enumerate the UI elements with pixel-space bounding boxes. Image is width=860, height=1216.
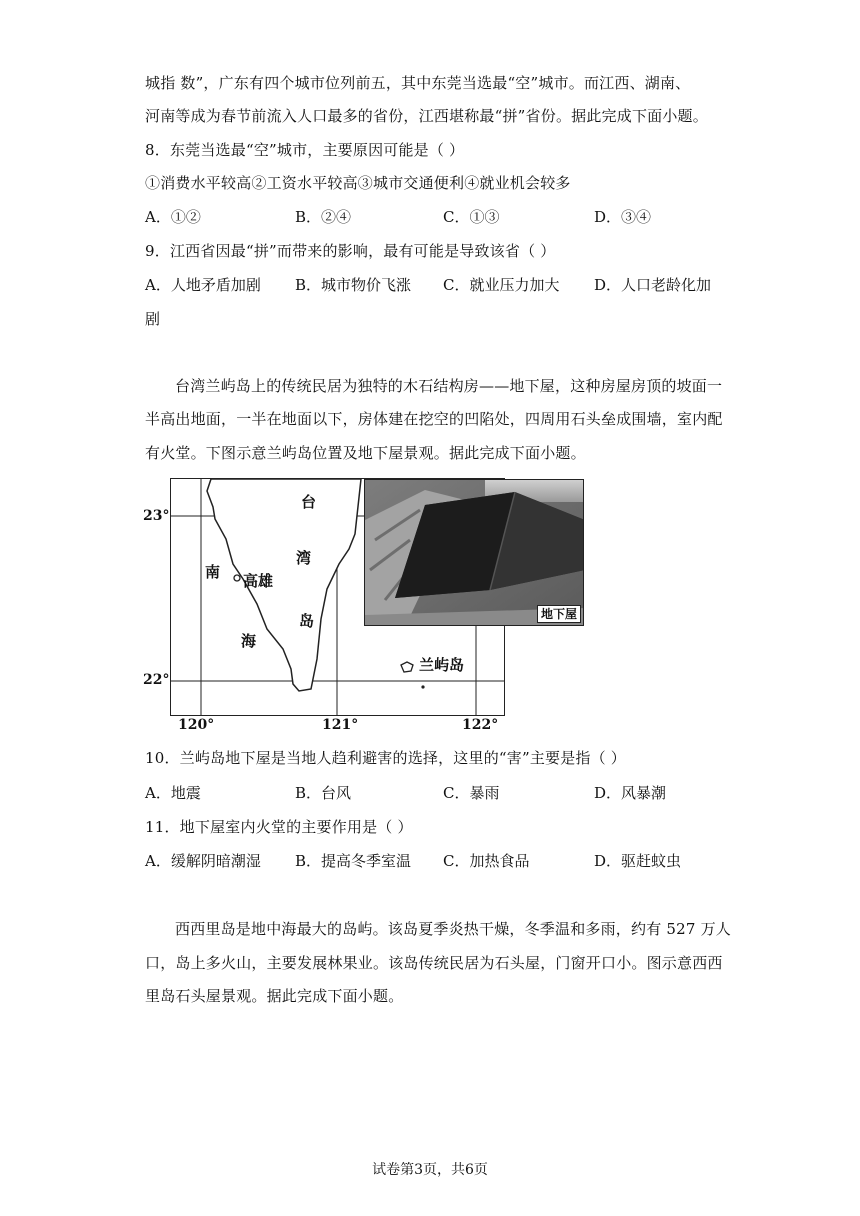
q8-option-c[interactable]: C．①③ [443,208,500,226]
q11-stem: 11．地下屋室内火堂的主要作用是（ ） [145,818,413,836]
passage2-line-1: 台湾兰屿岛上的传统民居为独特的木石结构房——地下屋，这种房屋房顶的坡面一 [175,377,723,395]
q8-option-d[interactable]: D．③④ [594,208,652,226]
label-wan: 湾 [296,549,312,567]
q9-stem: 9．江西省因最“拼”而带来的影响，最有可能是导致该省（ ） [145,242,556,260]
label-dao: 岛 [299,612,315,630]
underground-house-photo [364,479,584,626]
taiwan-coastline [207,479,361,691]
intro-line-2: 河南等成为春节前流入人口最多的省份，江西堪称最“拼”省份。据此完成下面小题。 [145,107,708,125]
q8-option-b[interactable]: B．②④ [295,208,352,226]
q10-stem: 10．兰屿岛地下屋是当地人趋利避害的选择，这里的“害”主要是指（ ） [145,749,626,767]
passage3-line-2: 口，岛上多火山，主要发展林果业。该岛传统民居为石头屋，门窗开口小。图示意西西 [145,954,723,972]
q8-items: ①消费水平较高②工资水平较高③城市交通便利④就业机会较多 [145,174,571,192]
lanyu-island-shape [401,662,413,672]
q10-option-d[interactable]: D．风暴潮 [594,784,667,802]
label-kaohsiung: 高雄 [243,572,274,590]
label-nan: 南 [205,563,221,581]
q10-option-c[interactable]: C．暴雨 [443,784,500,802]
lat-label-22: 22° [143,672,170,688]
q11-option-b[interactable]: B．提高冬季室温 [295,852,412,870]
small-islet [421,685,424,688]
lat-label-23: 23° [143,508,170,524]
page-footer: 试卷第3页，共6页 [372,1162,488,1178]
lon-label-122: 122° [462,717,499,733]
q9-option-c[interactable]: C．就业压力加大 [443,276,560,294]
label-hai: 海 [241,632,257,650]
q11-option-a[interactable]: A．缓解阴暗潮湿 [145,852,261,870]
lon-label-121: 121° [322,717,359,733]
q9-option-a[interactable]: A．人地矛盾加剧 [145,276,261,294]
intro-line-1: 城指 数”，广东有四个城市位列前五，其中东莞当选最“空”城市。而江西、湖南、 [145,74,691,92]
q9-option-d-wrap: 剧 [145,310,161,328]
q10-option-a[interactable]: A．地震 [145,784,201,802]
q9-option-b[interactable]: B．城市物价飞涨 [295,276,412,294]
photo-caption: 地下屋 [537,605,581,623]
q11-option-d[interactable]: D．驱赶蚊虫 [594,852,682,870]
passage2-line-2: 半高出地面，一半在地面以下，房体建在挖空的凹陷处，四周用石头垒成围墙，室内配 [145,410,723,428]
q8-option-a[interactable]: A．①② [145,208,201,226]
passage2-line-3: 有火堂。下图示意兰屿岛位置及地下屋景观。据此完成下面小题。 [145,444,586,462]
q8-stem: 8．东莞当选最“空”城市，主要原因可能是（ ） [145,141,465,159]
passage3-line-1: 西西里岛是地中海最大的岛屿。该岛夏季炎热干燥，冬季温和多雨，约有 527 万人 [175,920,731,938]
label-lanyu: 兰屿岛 [419,656,465,674]
kaohsiung-marker [234,575,240,581]
q10-option-b[interactable]: B．台风 [295,784,352,802]
q9-option-d[interactable]: D．人口老龄化加 [594,276,712,294]
passage3-line-3: 里岛石头屋景观。据此完成下面小题。 [145,987,404,1005]
label-tai: 台 [301,493,317,511]
q11-option-c[interactable]: C．加热食品 [443,852,530,870]
lon-label-120: 120° [178,717,215,733]
